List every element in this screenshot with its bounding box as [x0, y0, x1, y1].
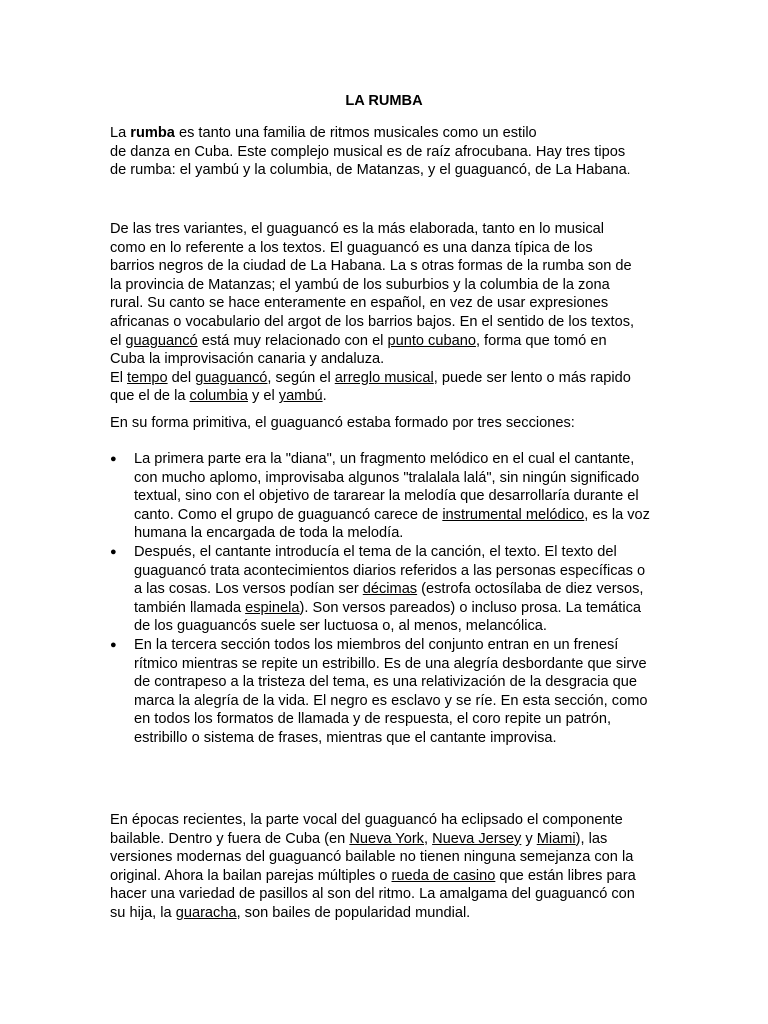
intro-period: . — [626, 162, 631, 178]
modern-paragraph — [110, 811, 640, 923]
link-miami[interactable]: Miami — [536, 830, 576, 847]
para4-text: , son bailes de popularidad mundial. — [236, 904, 471, 921]
list-item — [110, 450, 650, 543]
intro-line1: es tanto una familia de ritmos musicales como un estilo — [174, 125, 537, 141]
link-nueva-york[interactable]: Nueva York — [349, 830, 424, 847]
bullet-icon: ● — [110, 545, 117, 558]
para2-text: y el — [247, 388, 279, 405]
link-punto-cubano[interactable]: punto cubano — [387, 332, 476, 349]
list-item — [110, 636, 650, 748]
intro-paragraph — [110, 124, 640, 180]
link-rueda-de-casino[interactable]: rueda de casino — [391, 867, 496, 884]
link-decimas[interactable]: décimas — [362, 581, 418, 598]
bullet-text: , es la voz humana la encargada de toda la melodía. — [134, 506, 650, 542]
list-item — [110, 543, 650, 636]
link-columbia[interactable]: columbia — [189, 388, 248, 405]
link-guaguanco[interactable]: guaguancó — [125, 332, 198, 349]
bullet-text: (estrofa octosílaba de diez versos, también llamada — [134, 581, 644, 616]
link-arreglo-musical[interactable]: arreglo musical — [334, 369, 434, 386]
para4-text: En épocas recientes, la parte vocal del guaguancó ha eclipsado el componente bailable. Dentro y fuera de Cuba (en — [110, 812, 623, 847]
intro-lead: La — [110, 125, 131, 141]
intro-line3: Habana — [575, 162, 627, 179]
rumba-bold: rumba — [130, 125, 175, 141]
para2-text: del — [167, 369, 196, 386]
para2-text: El — [110, 369, 128, 386]
para4-text: y — [521, 830, 537, 847]
para2-text: , forma que tomó en Cuba la improvisación canaria y andaluza. — [110, 332, 607, 368]
bullet-icon: ● — [110, 638, 117, 651]
link-nueva-jersey[interactable]: Nueva Jersey — [432, 830, 522, 847]
para2-text: De las tres variantes, el guaguancó es la más elaborada, tanto en lo musical como en lo referente a los textos. El guaguancó es una danza típica de los barrios negros de la ciudad de La Habana. La s otras formas de la rumba son de la provincia de Matanzas; el yambú de los suburbios y la columbia de la zona rural. Su canto se hace enteramente en español, en vez de usar expresiones africanas o vocabulario del argot de los barrios bajos. En el sentido de los textos, el — [110, 221, 635, 349]
para2-text: . — [322, 388, 327, 405]
bullet-text: ). Son versos pareados) o incluso prosa. La temática de los guaguancós suele ser luctuosa o, al menos, melancólica. — [134, 599, 642, 635]
para2-text: está muy relacionado con el — [197, 332, 388, 349]
guaguanco-paragraph — [110, 220, 640, 406]
bullet-text: La primera parte era la "diana", un fragmento melódico en el cual el cantante, con mucho aplomo, improvisaba algunos "tralalala lalá", sin ningún significado textual, sino con el objetivo de tararear la melodía que desarrollaría durante el canto. Como el grupo de guaguancó carece de — [134, 451, 640, 523]
para4-text: que están libres para hacer una variedad de pasillos al son del ritmo. La amalgama del guaguancó con su hija, la — [110, 867, 636, 921]
para2-text: , puede ser lento o más rapido que el de la — [110, 369, 631, 405]
link-espinela[interactable]: espinela — [245, 599, 300, 616]
sections-intro: En su forma primitiva, el guaguancó estaba formado por tres secciones: — [110, 415, 575, 431]
sections-list — [110, 450, 650, 748]
para2-text: , según el — [267, 369, 335, 386]
link-instrumental-melodico[interactable]: instrumental melódico — [442, 506, 585, 523]
bullet-icon: ● — [110, 453, 117, 465]
link-yambu[interactable]: yambú — [278, 388, 323, 405]
para4-text: , — [423, 830, 433, 847]
bullet-text: Después, el cantante introducía el tema de la canción, el texto. El texto del guaguancó trata acontecimientos diarios referidos a las personas específicas o a las cosas. Los versos podían ser — [134, 543, 646, 598]
intro-line2: de danza en Cuba. Este complejo musical es de raíz afrocubana. Hay tres tipos de rumba: el yambú y la columbia, de Matanzas, y el guaguancó, de La — [110, 143, 626, 179]
link-guaracha[interactable]: guaracha — [175, 904, 237, 921]
link-guaguanco-2[interactable]: guaguancó — [195, 369, 268, 386]
para4-text: ), las versiones modernas del guaguancó bailable no tienen ninguna semejanza con la original. Ahora la bailan parejas múltiples o — [110, 830, 634, 884]
link-tempo[interactable]: tempo — [127, 369, 168, 386]
document-title: LA RUMBA — [345, 93, 423, 109]
bullet-text: En la tercera sección todos los miembros del conjunto entran en un frenesí rítmico mientras se repite un estribillo. Es de una alegría desbordante que sirve de contrapeso a la tristeza del tema, es una relativización de la desgracia que marca la alegría de la vida. El negro es esclavo y se ríe. En esta sección, como en todos los formatos de llamada y de respuesta, el coro repite un patrón, estribillo o sistema de frases, mientras que el cantante improvisa. — [134, 636, 648, 746]
